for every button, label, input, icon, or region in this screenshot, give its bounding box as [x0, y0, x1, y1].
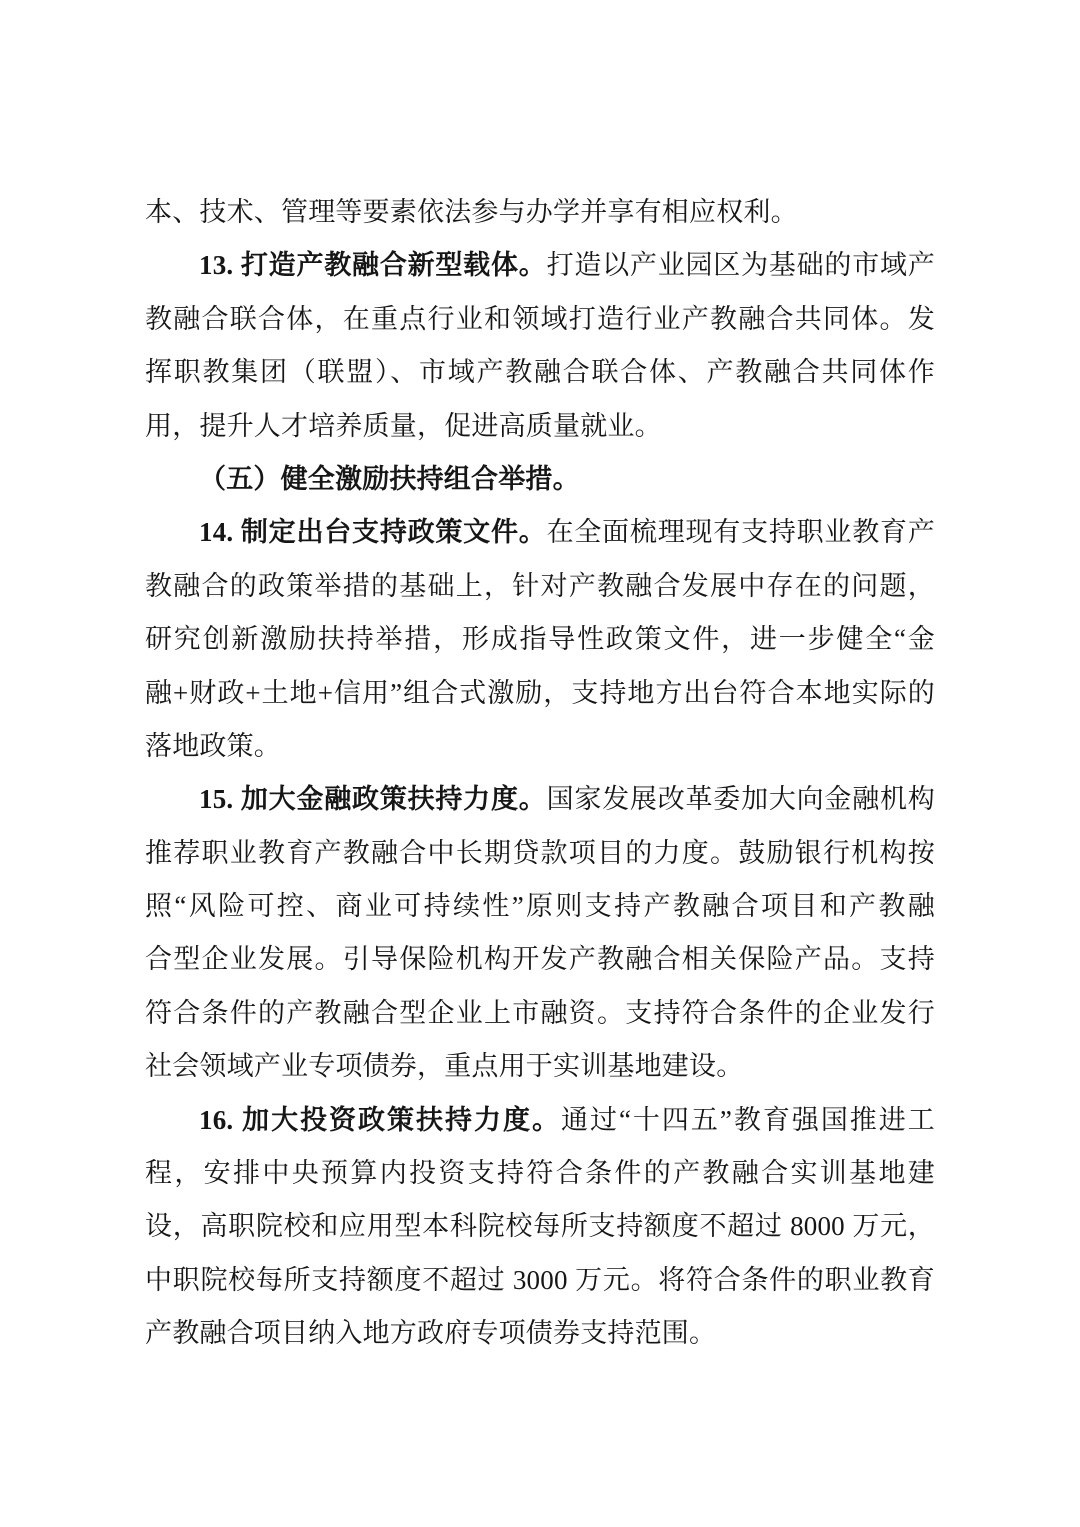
- paragraph-body-run: 程，安排中央预算内投资支持符合条件的产教融合实训基地建: [145, 1158, 935, 1189]
- paragraph-body-run: 合型企业发展。引导保险机构开发产教融合相关保险产品。支持: [145, 944, 935, 975]
- paragraph-body-run: 教融合联合体，在重点行业和领域打造行业产教融合共同体。发: [145, 303, 935, 334]
- text-line-2: [145, 239, 935, 292]
- text-line-22: [145, 1307, 935, 1360]
- paragraph-body-run: 用，提升人才培养质量，促进高质量就业。: [145, 410, 662, 441]
- text-line-8: [145, 560, 935, 613]
- text-line-4: [145, 346, 935, 399]
- paragraph-heading-run: 16. 加大投资政策扶持力度。: [199, 1104, 561, 1135]
- paragraph-body-run: 设，高职院校和应用型本科院校每所支持额度不超过 8000 万元，: [145, 1211, 935, 1242]
- paragraph-body-run: 教融合的政策举措的基础上，针对产教融合发展中存在的问题，: [145, 570, 935, 601]
- text-line-19: [145, 1147, 935, 1200]
- paragraph-body-run: 挥职教集团（联盟）、市域产教融合联合体、产教融合共同体作: [145, 357, 935, 388]
- paragraph-body-run: 中职院校每所支持额度不超过 3000 万元。将符合条件的职业教育: [145, 1264, 935, 1295]
- text-line-7: [145, 506, 935, 559]
- paragraph-heading-run: （五）健全激励扶持组合举措。: [199, 463, 580, 494]
- text-line-14: [145, 880, 935, 933]
- paragraph-heading-run: 14. 制定出台支持政策文件。: [199, 517, 547, 548]
- paragraph-body-run: 照“风险可控、商业可持续性”原则支持产教融合项目和产教融: [145, 891, 935, 922]
- text-line-11: [145, 720, 935, 773]
- paragraph-body-run: 社会领域产业专项债券，重点用于实训基地建设。: [145, 1051, 744, 1082]
- text-line-16: [145, 987, 935, 1040]
- paragraph-body-run: 通过“十四五”教育强国推进工: [560, 1104, 935, 1135]
- text-line-12: [145, 773, 935, 826]
- paragraph-body-run: 产教融合项目纳入地方政府专项债券支持范围。: [145, 1318, 717, 1349]
- paragraph-body-run: 符合条件的产教融合型企业上市融资。支持符合条件的企业发行: [145, 997, 935, 1028]
- text-line-5: [145, 400, 935, 453]
- text-line-1: [145, 186, 935, 239]
- text-line-10: [145, 667, 935, 720]
- paragraph-body-run: 研究创新激励扶持举措，形成指导性政策文件，进一步健全“金: [145, 624, 935, 655]
- paragraph-body-run: 融+财政+土地+信用”组合式激励，支持地方出台符合本地实际的: [145, 677, 935, 708]
- document-body: [145, 186, 935, 1361]
- text-line-15: [145, 933, 935, 986]
- text-line-20: [145, 1200, 935, 1253]
- paragraph-body-run: 在全面梳理现有支持职业教育产: [546, 517, 935, 548]
- text-line-21: [145, 1254, 935, 1307]
- paragraph-body-run: 打造以产业园区为基础的市域产: [546, 250, 935, 281]
- paragraph-body-run: 国家发展改革委加大向金融机构: [546, 784, 935, 815]
- text-line-3: [145, 293, 935, 346]
- text-line-17: [145, 1040, 935, 1093]
- paragraph-body-run: 推荐职业教育产教融合中长期贷款项目的力度。鼓励银行机构按: [145, 837, 935, 868]
- paragraph-body-run: 本、技术、管理等要素依法参与办学并享有相应权利。: [145, 197, 798, 227]
- text-line-18: [145, 1094, 935, 1147]
- text-line-13: [145, 827, 935, 880]
- text-line-9: [145, 613, 935, 666]
- paragraph-body-run: 落地政策。: [145, 730, 281, 761]
- text-line-6: [145, 453, 935, 506]
- paragraph-heading-run: 15. 加大金融政策扶持力度。: [199, 784, 547, 815]
- paragraph-heading-run: 13. 打造产教融合新型载体。: [199, 250, 547, 281]
